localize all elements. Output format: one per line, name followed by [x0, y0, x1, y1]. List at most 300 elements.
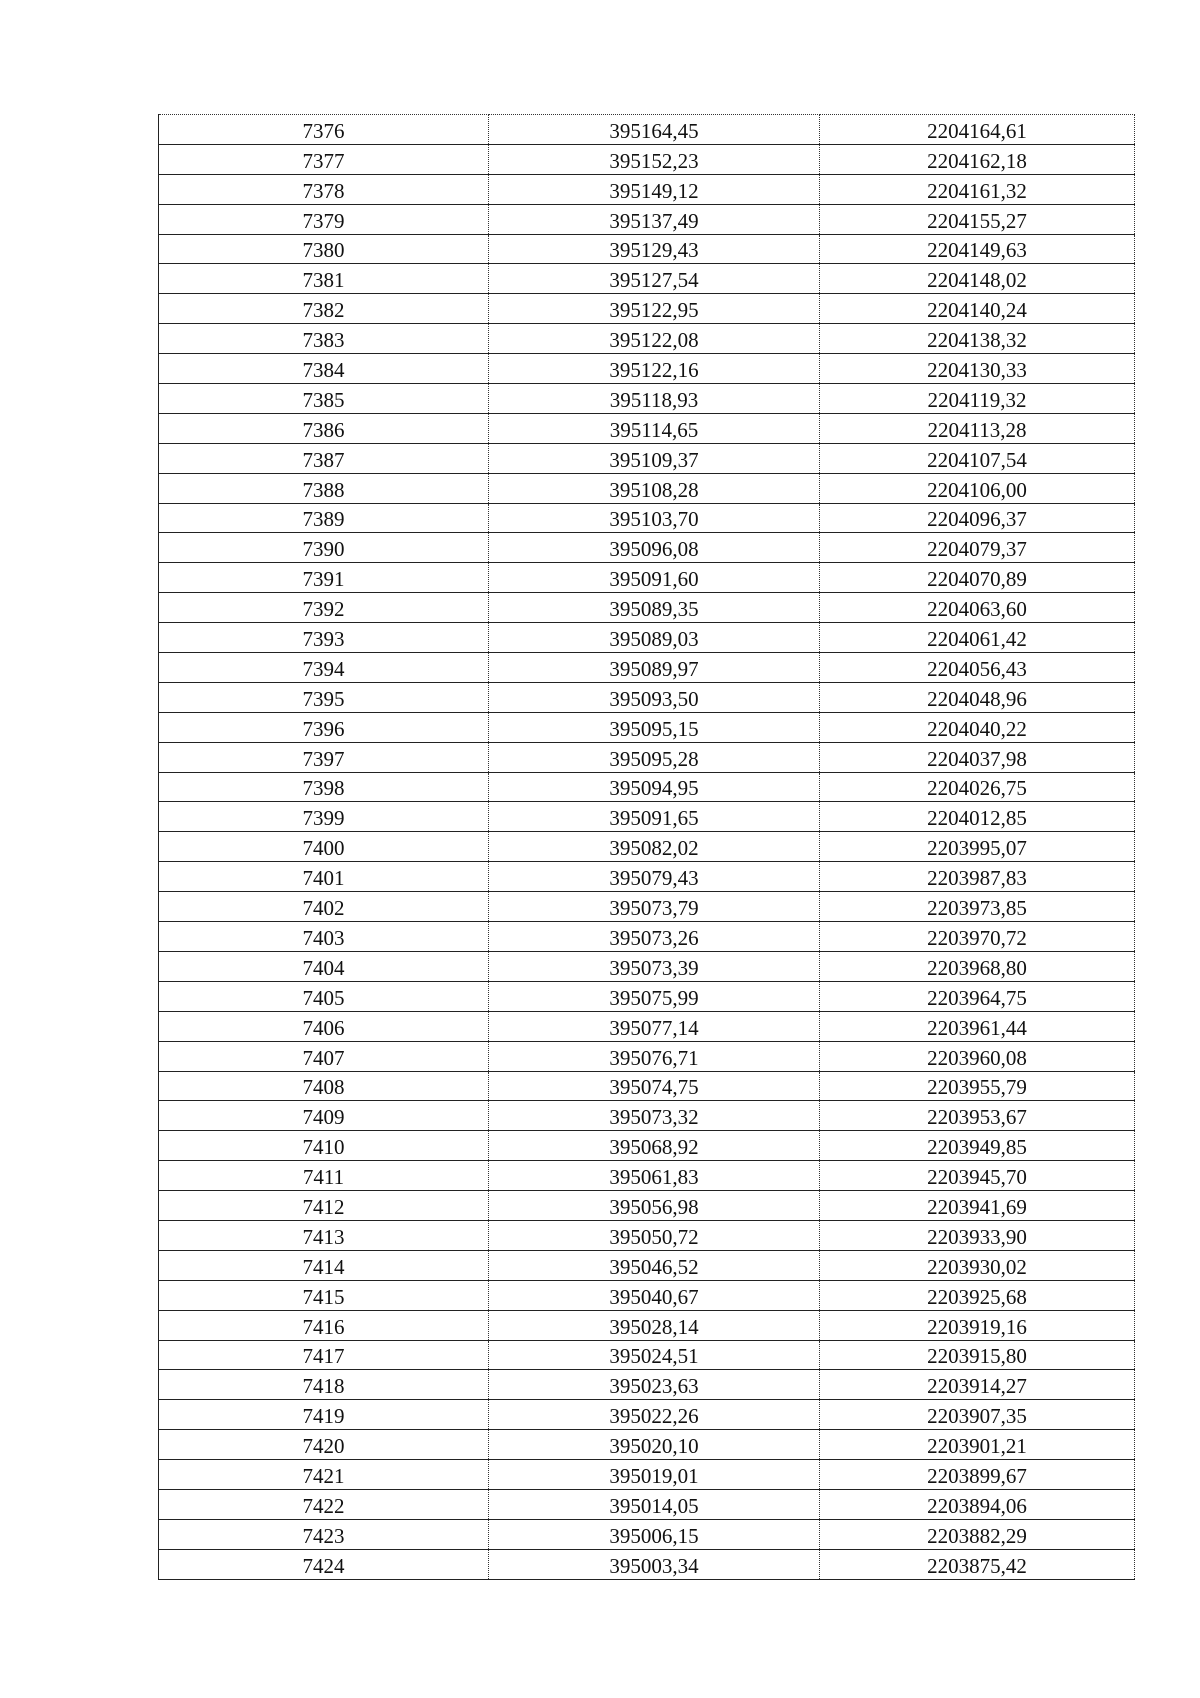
point-number-text: 7401: [302, 866, 345, 891]
y-coordinate-cell: [820, 264, 1135, 294]
x-coordinate-text: 395095,15: [609, 716, 699, 741]
point-number-text: 7408: [302, 1075, 345, 1100]
point-number-cell: [159, 1220, 489, 1250]
y-coordinate-text: 2203894,06: [927, 1493, 1027, 1518]
table-row: [159, 204, 1135, 234]
x-coordinate-cell: [489, 294, 820, 324]
x-coordinate-cell: [489, 174, 820, 204]
table-row: [159, 922, 1135, 952]
y-coordinate-cell: [820, 1131, 1135, 1161]
y-coordinate-text: 2203933,90: [927, 1224, 1027, 1249]
y-coordinate-cell: [820, 1101, 1135, 1131]
x-coordinate-cell: [489, 712, 820, 742]
x-coordinate-cell: [489, 1131, 820, 1161]
point-number-text: 7391: [302, 567, 345, 592]
point-number-cell: [159, 1071, 489, 1101]
x-coordinate-cell: [489, 234, 820, 264]
x-coordinate-cell: [489, 354, 820, 384]
point-number-cell: [159, 1131, 489, 1161]
point-number-cell: [159, 1370, 489, 1400]
x-coordinate-text: 395079,43: [609, 866, 699, 891]
point-number-cell: [159, 593, 489, 623]
y-coordinate-text: 2204026,75: [927, 776, 1027, 801]
table-row: [159, 593, 1135, 623]
x-coordinate-text: 395061,83: [609, 1165, 699, 1190]
table-row: [159, 473, 1135, 503]
x-coordinate-cell: [489, 593, 820, 623]
table-row: [159, 1310, 1135, 1340]
x-coordinate-text: 395152,23: [609, 148, 699, 173]
x-coordinate-text: 395137,49: [609, 208, 699, 233]
table-row: [159, 413, 1135, 443]
x-coordinate-text: 395075,99: [609, 985, 699, 1010]
point-number-cell: [159, 1340, 489, 1370]
point-number-text: 7421: [302, 1463, 345, 1488]
table-row: [159, 862, 1135, 892]
y-coordinate-text: 2204140,24: [927, 298, 1027, 323]
point-number-cell: [159, 1250, 489, 1280]
table-row: [159, 1250, 1135, 1280]
table-row: [159, 294, 1135, 324]
x-coordinate-cell: [489, 413, 820, 443]
y-coordinate-text: 2204113,28: [927, 417, 1027, 442]
y-coordinate-text: 2204063,60: [927, 597, 1027, 622]
x-coordinate-cell: [489, 772, 820, 802]
point-number-cell: [159, 682, 489, 712]
y-coordinate-cell: [820, 832, 1135, 862]
x-coordinate-text: 395118,93: [609, 387, 699, 412]
y-coordinate-cell: [820, 892, 1135, 922]
y-coordinate-cell: [820, 862, 1135, 892]
point-number-text: 7418: [302, 1374, 345, 1399]
y-coordinate-cell: [820, 1519, 1135, 1549]
y-coordinate-text: 2203970,72: [927, 925, 1027, 950]
y-coordinate-text: 2203899,67: [927, 1463, 1027, 1488]
table-row: [159, 1161, 1135, 1191]
point-number-text: 7388: [302, 477, 345, 502]
table-row: [159, 1011, 1135, 1041]
x-coordinate-cell: [489, 1071, 820, 1101]
y-coordinate-text: 2203882,29: [927, 1523, 1027, 1548]
table-row: [159, 1041, 1135, 1071]
point-number-text: 7395: [302, 686, 345, 711]
point-number-cell: [159, 1460, 489, 1490]
table-row: [159, 742, 1135, 772]
point-number-text: 7402: [302, 896, 345, 921]
point-number-cell: [159, 1280, 489, 1310]
table-row: [159, 772, 1135, 802]
point-number-text: 7410: [302, 1135, 345, 1160]
x-coordinate-text: 395091,60: [609, 567, 699, 592]
x-coordinate-cell: [489, 144, 820, 174]
table-row: [159, 354, 1135, 384]
table-row: [159, 533, 1135, 563]
y-coordinate-cell: [820, 294, 1135, 324]
x-coordinate-cell: [489, 1519, 820, 1549]
x-coordinate-cell: [489, 1101, 820, 1131]
x-coordinate-text: 395077,14: [609, 1015, 699, 1040]
y-coordinate-text: 2204107,54: [927, 447, 1027, 472]
y-coordinate-text: 2204096,37: [927, 507, 1027, 532]
x-coordinate-text: 395024,51: [609, 1344, 699, 1369]
y-coordinate-cell: [820, 384, 1135, 414]
table-row: [159, 892, 1135, 922]
y-coordinate-cell: [820, 115, 1135, 145]
y-coordinate-cell: [820, 623, 1135, 653]
table-row: [159, 443, 1135, 473]
x-coordinate-text: 395050,72: [609, 1224, 699, 1249]
x-coordinate-cell: [489, 951, 820, 981]
table-row: [159, 1430, 1135, 1460]
x-coordinate-text: 395028,14: [609, 1314, 699, 1339]
y-coordinate-cell: [820, 503, 1135, 533]
point-number-text: 7414: [302, 1254, 345, 1279]
x-coordinate-cell: [489, 892, 820, 922]
point-number-text: 7393: [302, 627, 345, 652]
y-coordinate-cell: [820, 354, 1135, 384]
x-coordinate-cell: [489, 1011, 820, 1041]
y-coordinate-text: 2204106,00: [927, 477, 1027, 502]
table-row: [159, 1489, 1135, 1519]
point-number-cell: [159, 473, 489, 503]
point-number-cell: [159, 712, 489, 742]
y-coordinate-text: 2204161,32: [927, 178, 1027, 203]
y-coordinate-text: 2204164,61: [927, 118, 1027, 143]
point-number-text: 7422: [302, 1493, 345, 1518]
y-coordinate-text: 2203953,67: [927, 1105, 1027, 1130]
x-coordinate-text: 395114,65: [609, 417, 699, 442]
y-coordinate-cell: [820, 204, 1135, 234]
x-coordinate-text: 395103,70: [609, 507, 699, 532]
table-row: [159, 503, 1135, 533]
point-number-text: 7420: [302, 1434, 345, 1459]
x-coordinate-cell: [489, 832, 820, 862]
point-number-cell: [159, 174, 489, 204]
x-coordinate-text: 395020,10: [609, 1434, 699, 1459]
y-coordinate-cell: [820, 1220, 1135, 1250]
y-coordinate-text: 2203987,83: [927, 866, 1027, 891]
x-coordinate-text: 395068,92: [609, 1135, 699, 1160]
x-coordinate-text: 395023,63: [609, 1374, 699, 1399]
x-coordinate-cell: [489, 115, 820, 145]
y-coordinate-text: 2203930,02: [927, 1254, 1027, 1279]
x-coordinate-cell: [489, 1041, 820, 1071]
point-number-text: 7417: [302, 1344, 345, 1369]
x-coordinate-cell: [489, 981, 820, 1011]
y-coordinate-cell: [820, 1310, 1135, 1340]
y-coordinate-text: 2203875,42: [927, 1553, 1027, 1578]
x-coordinate-cell: [489, 922, 820, 952]
x-coordinate-text: 395094,95: [609, 776, 699, 801]
x-coordinate-cell: [489, 1340, 820, 1370]
x-coordinate-text: 395073,79: [609, 896, 699, 921]
point-number-cell: [159, 892, 489, 922]
x-coordinate-text: 395073,39: [609, 955, 699, 980]
point-number-cell: [159, 832, 489, 862]
x-coordinate-cell: [489, 1220, 820, 1250]
y-coordinate-text: 2203973,85: [927, 896, 1027, 921]
y-coordinate-text: 2203915,80: [927, 1344, 1027, 1369]
x-coordinate-text: 395089,97: [609, 656, 699, 681]
point-number-cell: [159, 1519, 489, 1549]
point-number-cell: [159, 862, 489, 892]
table-row: [159, 1370, 1135, 1400]
table-row: [159, 1460, 1135, 1490]
point-number-text: 7376: [302, 118, 345, 143]
point-number-cell: [159, 922, 489, 952]
point-number-text: 7419: [302, 1404, 345, 1429]
y-coordinate-text: 2204162,18: [927, 148, 1027, 173]
x-coordinate-text: 395089,03: [609, 627, 699, 652]
point-number-cell: [159, 115, 489, 145]
point-number-text: 7404: [302, 955, 345, 980]
y-coordinate-cell: [820, 1460, 1135, 1490]
y-coordinate-text: 2203941,69: [927, 1194, 1027, 1219]
point-number-cell: [159, 653, 489, 683]
table-row: [159, 1191, 1135, 1221]
table-row: [159, 951, 1135, 981]
coordinates-table-container: [158, 114, 1134, 1580]
x-coordinate-cell: [489, 623, 820, 653]
y-coordinate-cell: [820, 593, 1135, 623]
y-coordinate-text: 2203955,79: [927, 1075, 1027, 1100]
point-number-text: 7381: [302, 268, 345, 293]
x-coordinate-text: 395074,75: [609, 1075, 699, 1100]
y-coordinate-cell: [820, 324, 1135, 354]
point-number-cell: [159, 234, 489, 264]
y-coordinate-cell: [820, 473, 1135, 503]
point-number-cell: [159, 1489, 489, 1519]
y-coordinate-text: 2203925,68: [927, 1284, 1027, 1309]
point-number-text: 7387: [302, 447, 345, 472]
point-number-text: 7380: [302, 238, 345, 263]
point-number-text: 7378: [302, 178, 345, 203]
y-coordinate-cell: [820, 1549, 1135, 1579]
y-coordinate-text: 2203949,85: [927, 1135, 1027, 1160]
x-coordinate-cell: [489, 742, 820, 772]
table-row: [159, 115, 1135, 145]
y-coordinate-cell: [820, 1489, 1135, 1519]
x-coordinate-cell: [489, 802, 820, 832]
y-coordinate-text: 2204070,89: [927, 567, 1027, 592]
point-number-cell: [159, 1161, 489, 1191]
point-number-text: 7416: [302, 1314, 345, 1339]
point-number-cell: [159, 802, 489, 832]
y-coordinate-cell: [820, 742, 1135, 772]
y-coordinate-text: 2204056,43: [927, 656, 1027, 681]
point-number-text: 7398: [302, 776, 345, 801]
point-number-cell: [159, 294, 489, 324]
y-coordinate-cell: [820, 772, 1135, 802]
x-coordinate-cell: [489, 1370, 820, 1400]
y-coordinate-cell: [820, 1041, 1135, 1071]
point-number-text: 7377: [302, 148, 345, 173]
point-number-text: 7415: [302, 1284, 345, 1309]
y-coordinate-text: 2204119,32: [927, 387, 1027, 412]
x-coordinate-text: 395040,67: [609, 1284, 699, 1309]
y-coordinate-text: 2204138,32: [927, 328, 1027, 353]
point-number-text: 7385: [302, 387, 345, 412]
x-coordinate-text: 395006,15: [609, 1523, 699, 1548]
point-number-cell: [159, 1101, 489, 1131]
y-coordinate-cell: [820, 653, 1135, 683]
x-coordinate-text: 395149,12: [609, 178, 699, 203]
y-coordinate-cell: [820, 951, 1135, 981]
y-coordinate-text: 2203919,16: [927, 1314, 1027, 1339]
point-number-cell: [159, 623, 489, 653]
y-coordinate-cell: [820, 1400, 1135, 1430]
y-coordinate-cell: [820, 533, 1135, 563]
x-coordinate-cell: [489, 653, 820, 683]
y-coordinate-text: 2203914,27: [927, 1374, 1027, 1399]
y-coordinate-cell: [820, 174, 1135, 204]
table-row: [159, 623, 1135, 653]
table-row: [159, 802, 1135, 832]
point-number-cell: [159, 772, 489, 802]
point-number-text: 7390: [302, 537, 345, 562]
point-number-text: 7405: [302, 985, 345, 1010]
point-number-cell: [159, 503, 489, 533]
x-coordinate-text: 395019,01: [609, 1463, 699, 1488]
point-number-cell: [159, 1549, 489, 1579]
x-coordinate-cell: [489, 473, 820, 503]
y-coordinate-text: 2203964,75: [927, 985, 1027, 1010]
point-number-cell: [159, 1430, 489, 1460]
table-row: [159, 324, 1135, 354]
point-number-text: 7384: [302, 358, 345, 383]
x-coordinate-text: 395089,35: [609, 597, 699, 622]
x-coordinate-cell: [489, 533, 820, 563]
y-coordinate-text: 2204079,37: [927, 537, 1027, 562]
point-number-text: 7424: [302, 1553, 345, 1578]
x-coordinate-text: 395095,28: [609, 746, 699, 771]
table-row: [159, 1131, 1135, 1161]
table-row: [159, 682, 1135, 712]
point-number-text: 7389: [302, 507, 345, 532]
table-row: [159, 981, 1135, 1011]
x-coordinate-text: 395127,54: [609, 268, 699, 293]
point-number-text: 7382: [302, 298, 345, 323]
y-coordinate-text: 2204012,85: [927, 806, 1027, 831]
table-row: [159, 234, 1135, 264]
y-coordinate-text: 2204037,98: [927, 746, 1027, 771]
table-row: [159, 563, 1135, 593]
x-coordinate-text: 395108,28: [609, 477, 699, 502]
x-coordinate-cell: [489, 862, 820, 892]
point-number-text: 7413: [302, 1224, 345, 1249]
table-row: [159, 832, 1135, 862]
x-coordinate-text: 395056,98: [609, 1194, 699, 1219]
point-number-text: 7412: [302, 1194, 345, 1219]
y-coordinate-text: 2203907,35: [927, 1404, 1027, 1429]
point-number-text: 7392: [302, 597, 345, 622]
point-number-cell: [159, 354, 489, 384]
point-number-cell: [159, 443, 489, 473]
coordinates-table: [158, 114, 1135, 1580]
point-number-cell: [159, 1041, 489, 1071]
y-coordinate-cell: [820, 1370, 1135, 1400]
point-number-cell: [159, 204, 489, 234]
point-number-text: 7411: [302, 1165, 345, 1190]
point-number-text: 7406: [302, 1015, 345, 1040]
y-coordinate-cell: [820, 802, 1135, 832]
x-coordinate-cell: [489, 1400, 820, 1430]
y-coordinate-text: 2203960,08: [927, 1045, 1027, 1070]
x-coordinate-cell: [489, 204, 820, 234]
y-coordinate-cell: [820, 1161, 1135, 1191]
point-number-cell: [159, 742, 489, 772]
y-coordinate-text: 2204130,33: [927, 358, 1027, 383]
y-coordinate-text: 2203901,21: [927, 1434, 1027, 1459]
point-number-cell: [159, 533, 489, 563]
table-row: [159, 712, 1135, 742]
point-number-text: 7409: [302, 1105, 345, 1130]
point-number-cell: [159, 563, 489, 593]
table-row: [159, 174, 1135, 204]
x-coordinate-cell: [489, 1430, 820, 1460]
point-number-text: 7386: [302, 417, 345, 442]
table-row: [159, 384, 1135, 414]
y-coordinate-text: 2204040,22: [927, 716, 1027, 741]
x-coordinate-text: 395082,02: [609, 836, 699, 861]
x-coordinate-cell: [489, 1161, 820, 1191]
x-coordinate-cell: [489, 1310, 820, 1340]
point-number-cell: [159, 1310, 489, 1340]
y-coordinate-cell: [820, 1250, 1135, 1280]
point-number-text: 7394: [302, 656, 345, 681]
y-coordinate-cell: [820, 1430, 1135, 1460]
x-coordinate-text: 395096,08: [609, 537, 699, 562]
x-coordinate-text: 395073,32: [609, 1105, 699, 1130]
x-coordinate-cell: [489, 1250, 820, 1280]
y-coordinate-text: 2204149,63: [927, 238, 1027, 263]
y-coordinate-text: 2203968,80: [927, 955, 1027, 980]
y-coordinate-text: 2204155,27: [927, 208, 1027, 233]
x-coordinate-cell: [489, 682, 820, 712]
x-coordinate-text: 395122,08: [609, 328, 699, 353]
point-number-cell: [159, 324, 489, 354]
y-coordinate-cell: [820, 712, 1135, 742]
point-number-text: 7403: [302, 925, 345, 950]
point-number-text: 7383: [302, 328, 345, 353]
x-coordinate-cell: [489, 324, 820, 354]
point-number-cell: [159, 264, 489, 294]
y-coordinate-cell: [820, 1011, 1135, 1041]
x-coordinate-text: 395046,52: [609, 1254, 699, 1279]
x-coordinate-cell: [489, 264, 820, 294]
point-number-text: 7379: [302, 208, 345, 233]
table-row: [159, 1220, 1135, 1250]
y-coordinate-text: 2204148,02: [927, 268, 1027, 293]
x-coordinate-text: 395022,26: [609, 1404, 699, 1429]
y-coordinate-text: 2204048,96: [927, 686, 1027, 711]
table-row: [159, 144, 1135, 174]
x-coordinate-cell: [489, 443, 820, 473]
point-number-text: 7397: [302, 746, 345, 771]
y-coordinate-cell: [820, 234, 1135, 264]
x-coordinate-text: 395003,34: [609, 1553, 699, 1578]
y-coordinate-text: 2203945,70: [927, 1165, 1027, 1190]
x-coordinate-cell: [489, 1489, 820, 1519]
y-coordinate-cell: [820, 413, 1135, 443]
y-coordinate-text: 2203995,07: [927, 836, 1027, 861]
point-number-cell: [159, 1011, 489, 1041]
point-number-cell: [159, 413, 489, 443]
y-coordinate-cell: [820, 1071, 1135, 1101]
x-coordinate-text: 395164,45: [609, 118, 699, 143]
point-number-text: 7423: [302, 1523, 345, 1548]
point-number-text: 7400: [302, 836, 345, 861]
